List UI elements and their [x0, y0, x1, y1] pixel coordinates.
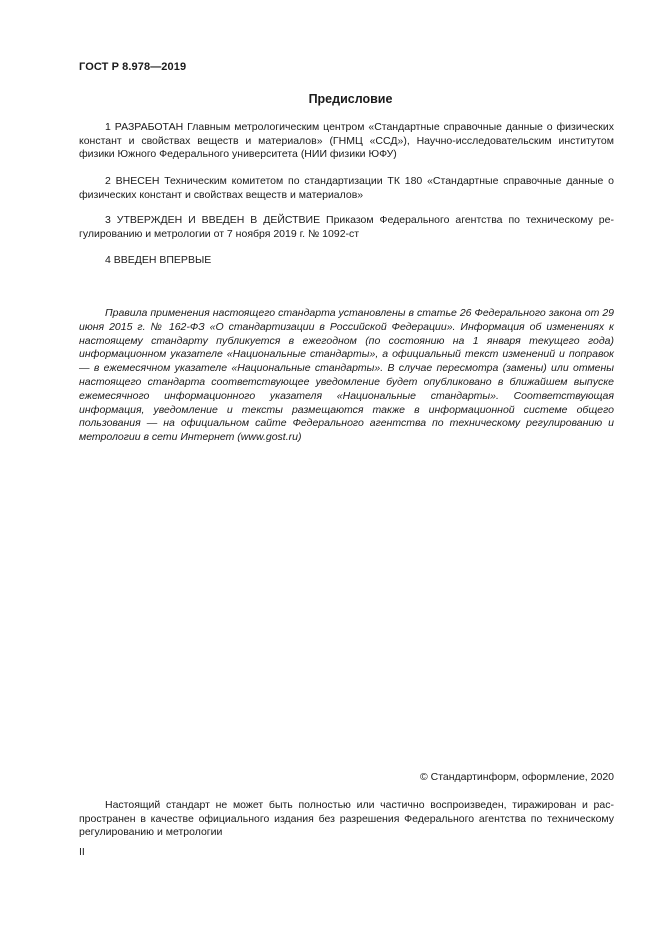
preface-item-introduced — [79, 175, 614, 202]
preface-item-first-introduced — [79, 254, 614, 268]
preface-title: Предисловие — [308, 92, 393, 106]
preface-item-text: 1 РАЗРАБОТАН Главным метрологическим центром «Стандартные справочные данные о физических констант и свойствах веществ и материалов» (ГНМЦ «ССД»), Научно-исследовательским институтом физики Южного Федерального университета (НИИ физики ЮФУ) — [79, 121, 614, 160]
page-number: II — [79, 846, 85, 858]
copyright-line: © Стандартинформ, оформление, 2020 — [419, 771, 614, 783]
reproduction-notice — [79, 799, 614, 840]
rules-text: Правила применения настоящего стандарта установлены в статье 26 Федерального закона от 29 июня 2015 г. № 162-ФЗ «О стандартизации в Российской Федерации». Информация об изменениях к настоящему стандарту публикуется в ежегодном (по состоянию на 1 января текущего года) информационном указателе «Национальные стандарты», а официальный текст изменений и поправок — в ежемесячном указателе «Национальные стандарты». В случае пересмотра (замены) или отмены настоящего стандарта соответствующее уведомление будет опубликовано в ближайшем выпуске ежемесячного информационного указателя «Национальные стандарты». Соответствующая информация, уведомление и тексты размещаются также в информационной системе общего пользования — на официальном сайте Федерального агентства по техническому регулированию и метрологии в сети Интернет (www.gost.ru) — [79, 307, 614, 444]
preface-item-text: 2 ВНЕСЕН Техническим комитетом по стандартизации ТК 180 «Стандартные справочные данные о физических констант и свойствах веществ и материалов» — [79, 175, 614, 201]
preface-item-developed — [79, 121, 614, 162]
application-rules-note — [79, 307, 614, 445]
notice-text: Настоящий стандарт не может быть полностью или частично воспроизведен, тиражирован и распространен в качестве официального издания без разрешения Федерального агентства по техническому регулированию и метрологии — [79, 799, 614, 838]
preface-item-approved — [79, 214, 614, 241]
document-code: ГОСТ Р 8.978—2019 — [79, 61, 187, 73]
preface-item-text: 4 ВВЕДЕН ВПЕРВЫЕ — [105, 254, 212, 266]
preface-item-text: 3 УТВЕРЖДЕН И ВВЕДЕН В ДЕЙСТВИЕ Приказом Федерального агентства по техническому регулированию и метрологии от 7 ноября 2019 г. № 1092-ст — [79, 214, 614, 240]
